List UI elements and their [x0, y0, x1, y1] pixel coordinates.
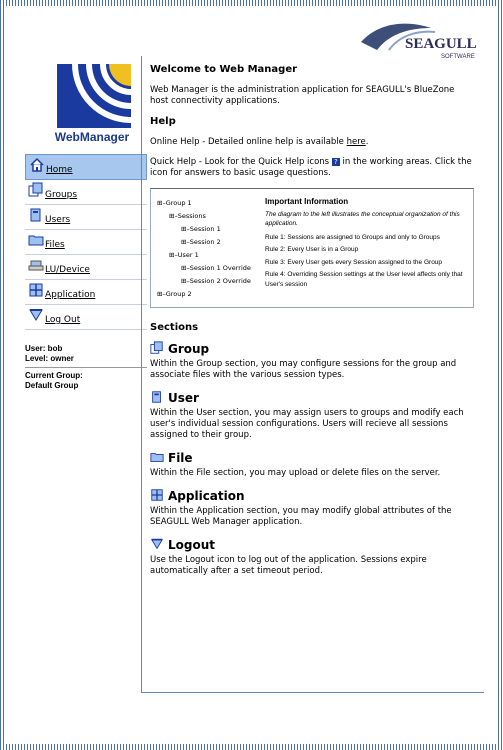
rule-item: Rule 3: Every User gets every Session assigned to the Group	[265, 258, 443, 266]
user-name: User: bob	[25, 344, 63, 353]
section-heading-user	[150, 390, 474, 404]
current-group-value: Default Group	[25, 381, 79, 390]
webmanager-logo-icon	[57, 64, 131, 140]
tree-node: ⊞–Sessions	[169, 212, 206, 220]
tree-node: ⊞–User 1	[169, 251, 199, 259]
sidebar-item-label[interactable]: Home	[46, 165, 73, 175]
info-title: Important Information	[265, 197, 349, 206]
section-title: File	[168, 451, 193, 465]
section-text: Use the Logout icon to log out of the application. Sessions expire automatically after a set timeout period.	[150, 555, 427, 576]
sidebar-item-label[interactable]: Users	[45, 215, 71, 225]
folder-icon	[28, 232, 44, 248]
tree-node: ⊞–Session 1	[181, 225, 221, 233]
sidebar-nav	[25, 154, 147, 330]
section-title: Application	[168, 489, 245, 503]
organization-tree	[157, 197, 251, 301]
rule-item: Rule 4: Overriding Session settings at the User level affects only that User's session	[265, 271, 463, 288]
tree-node: ⊞–Session 2 Override	[181, 277, 251, 285]
section-text: Within the Group section, you may configure sessions for the group and associate files with the various session types.	[150, 359, 457, 380]
brand-tagline: SOFTWARE	[441, 54, 475, 60]
sidebar-item-label[interactable]: LU/Device	[45, 265, 90, 275]
section-heading-logout	[150, 537, 474, 551]
section-text: Within the Application section, you may modify global attributes of the SEAGULL Web Manager application.	[150, 506, 452, 527]
user-level: Level: owner	[25, 354, 74, 363]
webmanager-label: WebManager	[54, 130, 130, 144]
application-icon	[28, 282, 44, 298]
sidebar-item-users[interactable]	[25, 205, 147, 230]
application-icon	[150, 488, 164, 502]
section-title: User	[168, 391, 199, 405]
sidebar-item-files[interactable]	[25, 230, 147, 255]
online-help-link[interactable]: here	[346, 137, 366, 147]
current-group-label: Current Group:	[25, 371, 83, 380]
quick-help-icon[interactable]: ?	[332, 158, 340, 166]
device-icon	[28, 257, 44, 273]
groups-icon	[28, 182, 44, 198]
online-help-text: Online Help - Detailed online help is available here.	[150, 137, 369, 147]
user-info	[25, 344, 147, 391]
sidebar-item-home[interactable]	[25, 154, 147, 180]
help-title: Help	[150, 116, 176, 127]
section-heading-group	[150, 341, 474, 355]
section-text: Within the File section, you may upload or delete files on the server.	[150, 468, 441, 478]
tree-node: ⊞–Session 1 Override	[181, 264, 251, 272]
rule-item: Rule 1: Sessions are assigned to Groups and only to Groups	[265, 233, 440, 241]
section-title: Logout	[168, 538, 216, 552]
rule-item: Rule 2: Every User is in a Group	[265, 246, 359, 253]
home-icon	[29, 157, 45, 173]
sidebar-item-lu-device[interactable]	[25, 255, 147, 280]
welcome-text: Web Manager is the administration application for SEAGULL's BlueZone host connectivity applications.	[150, 85, 455, 106]
important-information	[265, 197, 465, 292]
welcome-title: Welcome to Web Manager	[150, 64, 298, 75]
main-content	[141, 56, 484, 693]
logout-icon	[150, 537, 164, 551]
info-intro: The diagram to the left illustrates the conceptual organization of this application.	[265, 210, 460, 227]
user-icon	[150, 390, 164, 404]
sidebar-item-label[interactable]: Application	[45, 290, 96, 300]
section-heading-application	[150, 488, 474, 502]
tree-node: ⊞–Session 2	[181, 238, 221, 246]
section-title: Group	[168, 342, 210, 356]
sections-title: Sections	[150, 322, 199, 333]
quick-help-text: Quick Help - Look for the Quick Help icons ? in the working areas. Click the icon for answers to basic usage questions.	[150, 157, 472, 178]
groups-icon	[150, 341, 164, 355]
user-icon	[28, 207, 44, 223]
sidebar-item-label[interactable]: Log Out	[45, 315, 81, 325]
sidebar-item-application[interactable]	[25, 280, 147, 305]
tree-node: ⊞–Group 2	[157, 290, 192, 298]
brand-name: SEAGULL	[405, 36, 477, 52]
logout-icon	[28, 307, 44, 323]
sidebar-item-label[interactable]: Groups	[45, 190, 78, 200]
organization-diagram	[150, 188, 474, 308]
sidebar-item-logout[interactable]	[25, 305, 147, 330]
sidebar-item-label[interactable]: Files	[45, 240, 65, 250]
page-frame	[5, 6, 497, 744]
folder-icon	[150, 450, 164, 464]
tree-node: ⊞–Group 1	[157, 199, 192, 207]
sidebar-item-groups[interactable]	[25, 180, 147, 205]
section-text: Within the User section, you may assign users to groups and modify each user's individual session configurations. Users will recieve all sessions assigned to their group.	[150, 408, 464, 440]
divider	[25, 367, 147, 368]
section-heading-file	[150, 450, 474, 464]
